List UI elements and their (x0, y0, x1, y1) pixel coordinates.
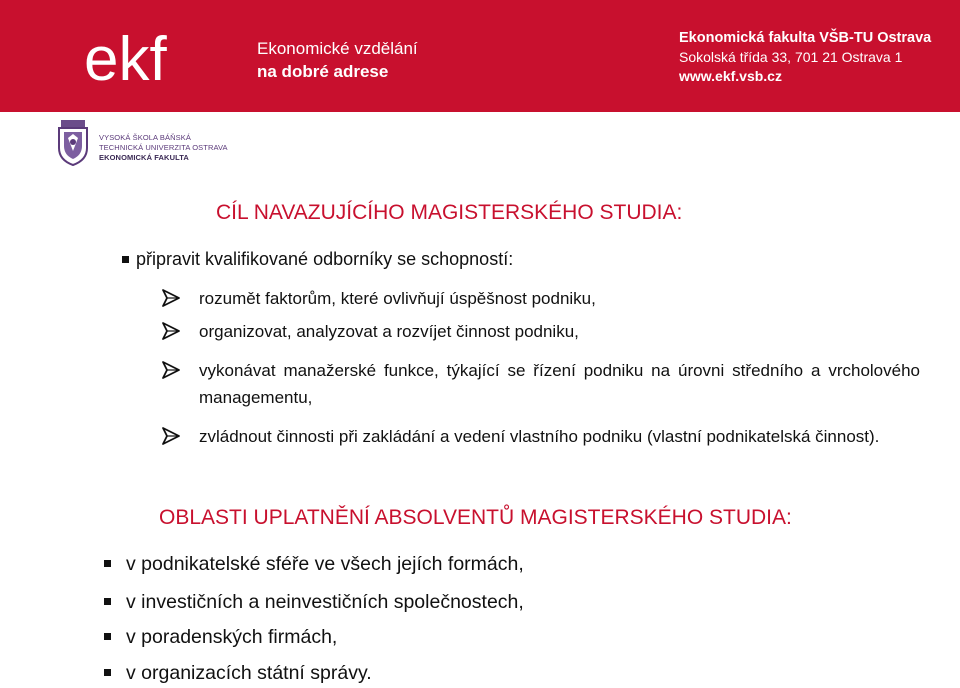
square-bullet-icon (104, 633, 111, 640)
list-item (160, 357, 920, 411)
university-faculty: EKONOMICKÁ FAKULTA (99, 153, 189, 162)
list-item (104, 551, 524, 577)
arrow-bullet-icon (160, 322, 186, 340)
square-bullet-icon (122, 256, 129, 263)
list-item (160, 423, 920, 450)
ekf-logo-text: ekf (84, 25, 167, 94)
faculty-website[interactable]: www.ekf.vsb.cz (679, 68, 782, 84)
arrow-bullet-icon (160, 361, 186, 379)
arrow-bullet-icon (160, 427, 186, 445)
section1-lead-text: připravit kvalifikované odborníky se schopností: (136, 249, 514, 269)
square-bullet-icon (104, 560, 111, 567)
faculty-name: Ekonomická fakulta VŠB-TU Ostrava (679, 30, 932, 46)
square-bullet-icon (104, 598, 111, 605)
square-bullet-icon (104, 669, 111, 676)
list-item-text: organizovat, analyzovat a rozvíjet činnost podniku, (199, 322, 579, 341)
faculty-address: Sokolská třída 33, 701 21 Ostrava 1 (679, 49, 903, 65)
university-line2: TECHNICKÁ UNIVERZITA OSTRAVA (99, 143, 228, 152)
list-item-text: v podnikatelské sféře ve všech jejích formách, (126, 553, 524, 575)
list-item-text: zvládnout činnosti při zakládání a vedení vlastního podniku (vlastní podnikatelská činnost). (199, 427, 880, 446)
list-item (104, 660, 372, 686)
list-item-text: v organizacích státní správy. (126, 662, 372, 684)
list-item (160, 318, 920, 345)
tagline-line1: Ekonomické vzdělání (257, 39, 418, 58)
section2-title: OBLASTI UPLATNĚNÍ ABSOLVENTŮ MAGISTERSKÉHO STUDIA: (159, 506, 792, 529)
list-item-text: v poradenských firmách, (126, 626, 338, 648)
section1-lead (122, 247, 513, 271)
university-line1: VYSOKÁ ŠKOLA BÁŇSKÁ (99, 133, 191, 142)
list-item (104, 589, 524, 615)
section1-title: CÍL NAVAZUJÍCÍHO MAGISTERSKÉHO STUDIA: (216, 201, 683, 224)
list-item-text: v investičních a neinvestičních společnostech, (126, 591, 524, 613)
list-item (104, 624, 337, 650)
arrow-bullet-icon (160, 289, 186, 307)
tagline-line2: na dobré adrese (257, 62, 389, 81)
list-item (160, 285, 920, 312)
list-item-text: vykonávat manažerské funkce, týkající se řízení podniku na úrovni středního a vrcholového managementu, (199, 361, 920, 407)
list-item-text: rozumět faktorům, které ovlivňují úspěšnost podniku, (199, 289, 596, 308)
